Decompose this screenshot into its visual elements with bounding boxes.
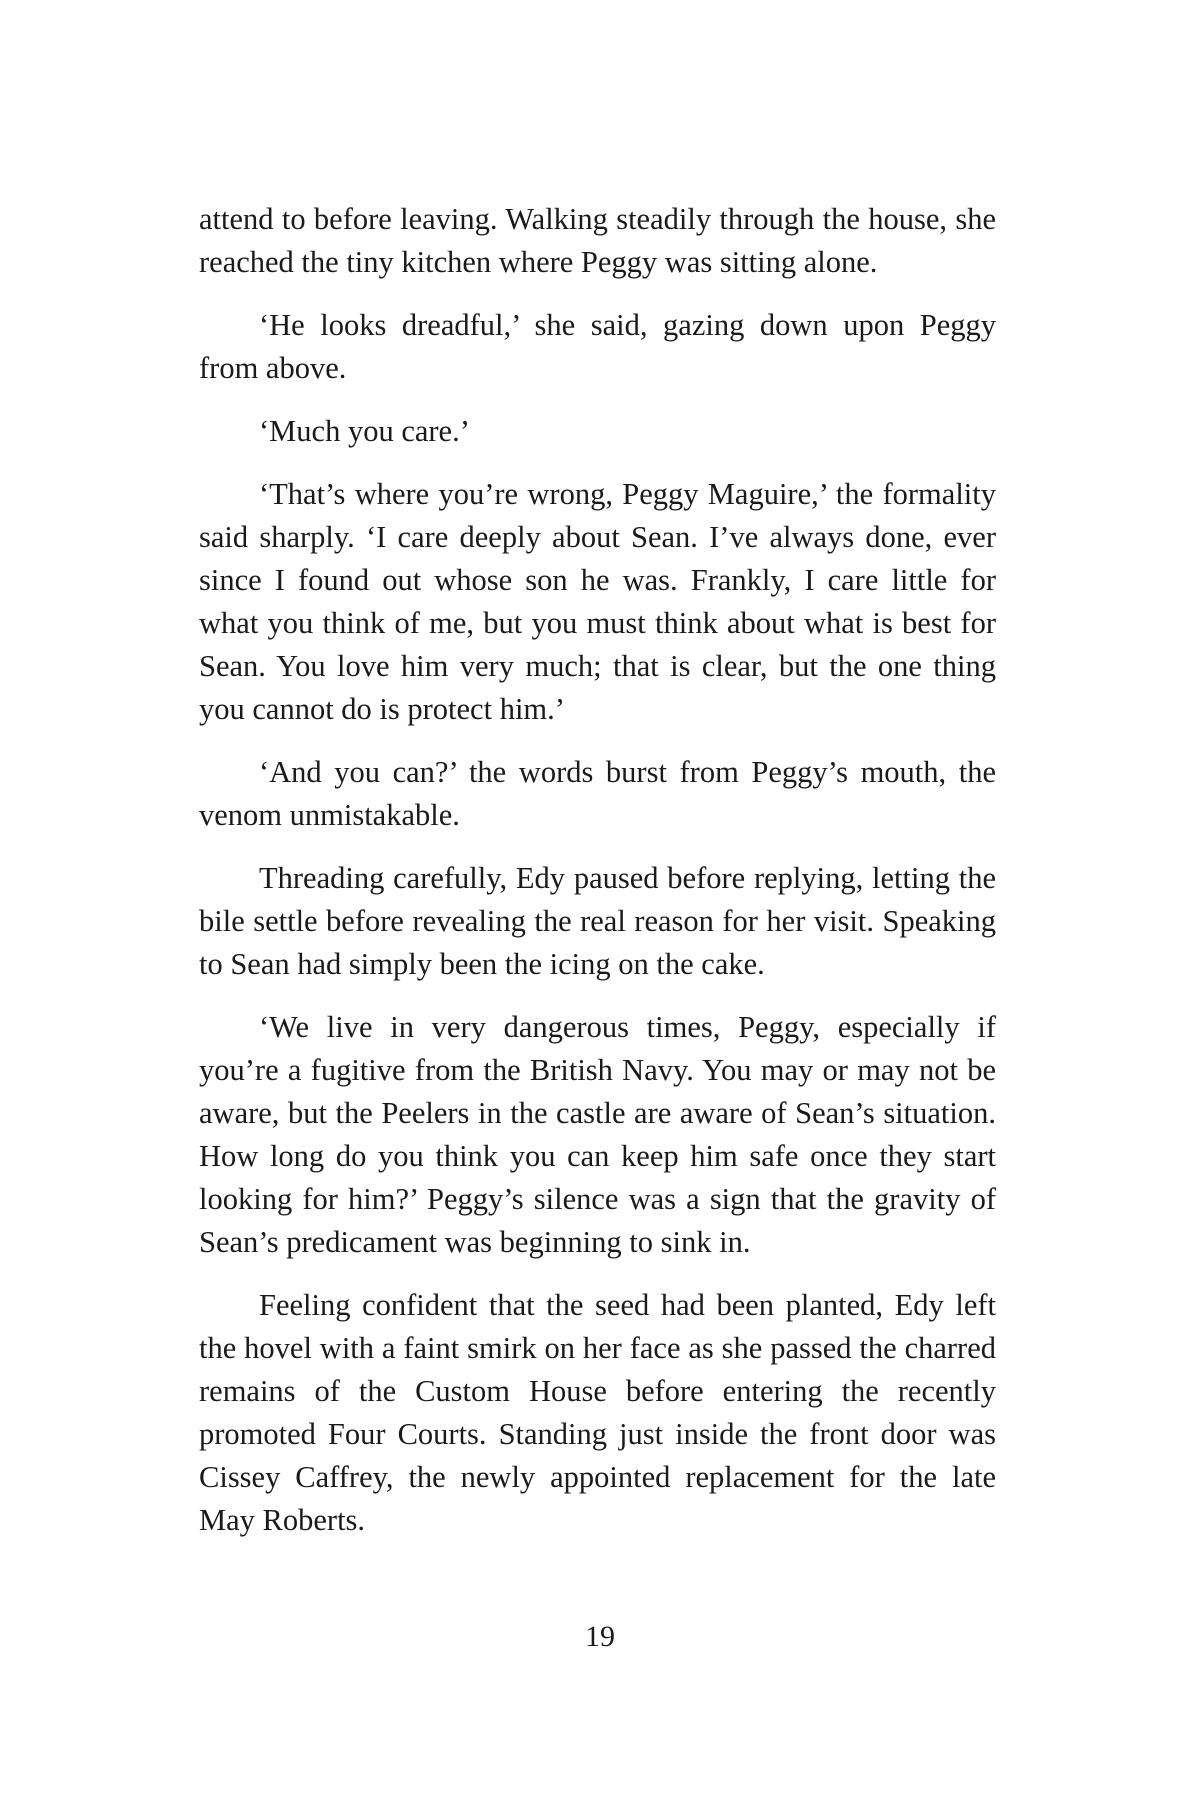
paragraph: Feeling confident that the seed had been planted, Edy left the hovel with a faint smirk on her face as she passed the charred remains of the Custom House before entering the recently promoted Four Courts. Standing just inside the front door was Cissey Caffrey, the newly appointed replacement for the late May Roberts. xyxy=(199,1288,996,1537)
page-body xyxy=(199,198,996,1562)
paragraph: ‘And you can?’ the words burst from Peggy’s mouth, the venom unmistakable. xyxy=(199,755,996,832)
paragraph: attend to before leaving. Walking steadily through the house, she reached the tiny kitchen where Peggy was sitting alone. xyxy=(199,202,996,279)
paragraph: ‘Much you care.’ xyxy=(259,414,470,448)
paragraph: ‘He looks dreadful,’ she said, gazing down upon Peggy from above. xyxy=(199,308,996,385)
paragraph: Threading carefully, Edy paused before replying, letting the bile settle before revealing the real reason for her visit. Speaking to Sean had simply been the icing on the cake. xyxy=(199,861,996,981)
page-number: 19 xyxy=(585,1620,615,1653)
paragraph: ‘We live in very dangerous times, Peggy, especially if you’re a fugitive from the British Navy. You may or may not be aware, but the Peelers in the castle are aware of Sean’s situation. How long do you think you can keep him safe once they start looking for him?’ Peggy’s silence was a sign that the gravity of Sean’s predicament was beginning to sink in. xyxy=(199,1010,996,1259)
paragraph: ‘That’s where you’re wrong, Peggy Maguire,’ the formality said sharply. ‘I care deeply about Sean. I’ve always done, ever since I found out whose son he was. Frankly, I care little for what you think of me, but you must think about what is best for Sean. You love him very much; that is clear, but the one thing you cannot do is protect him.’ xyxy=(199,477,996,726)
